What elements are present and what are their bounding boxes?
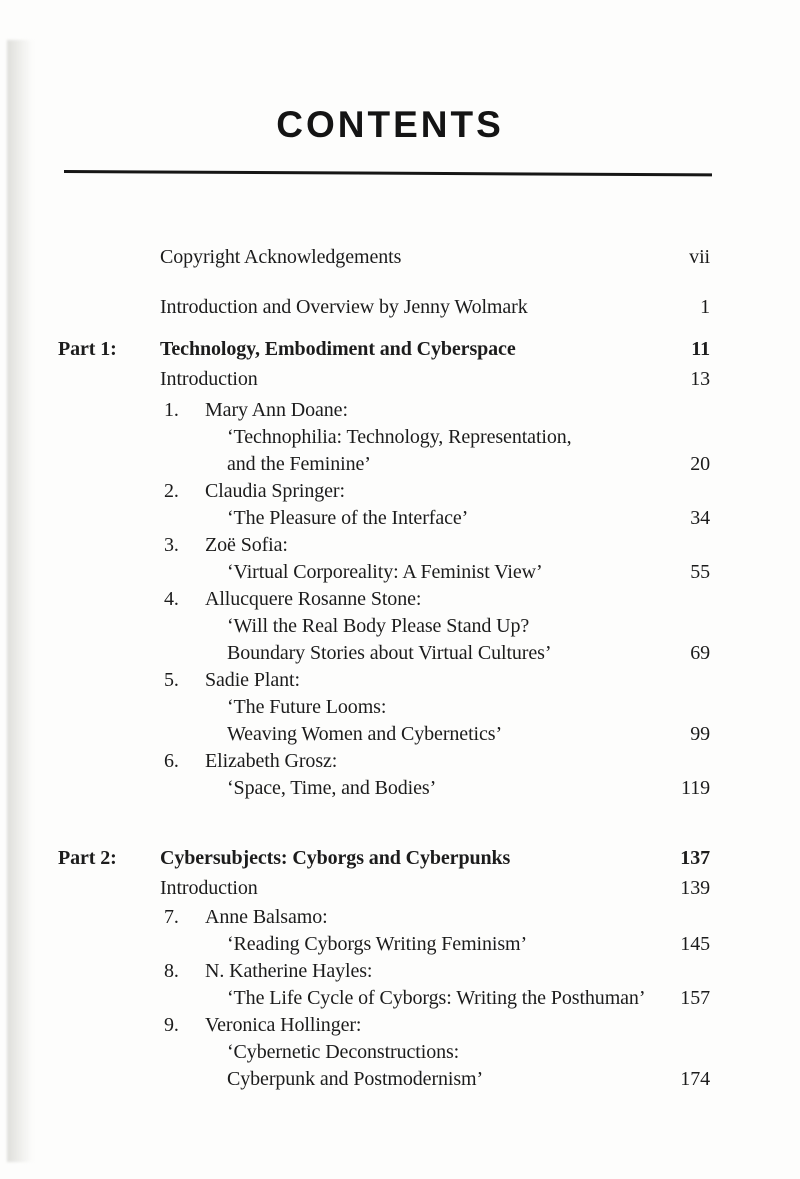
toc-entry-copyright — [58, 244, 710, 271]
chapter-entry-2 — [58, 478, 710, 532]
chapter-page-number: 20 — [690, 453, 710, 475]
chapter-page-number: 34 — [690, 507, 710, 529]
table-of-contents — [58, 244, 710, 1093]
chapter-entry-7 — [58, 904, 710, 958]
title-divider-rule — [64, 170, 712, 176]
chapter-page-number: 69 — [690, 642, 710, 664]
chapter-page-number: 119 — [681, 777, 710, 799]
chapter-title-line: Cyberpunk and Postmodernism’ — [227, 1068, 484, 1090]
chapter-author: Veronica Hollinger: — [205, 1014, 362, 1036]
chapter-title-line: ‘The Future Looms: — [227, 696, 387, 718]
part-2-title: Cybersubjects: Cyborgs and Cyberpunks — [160, 847, 511, 869]
chapter-number: 2. — [164, 480, 179, 502]
chapter-author: Anne Balsamo: — [205, 906, 328, 928]
entry-page-number: 139 — [680, 877, 710, 899]
chapter-entry-9 — [58, 1012, 710, 1093]
chapter-author: Mary Ann Doane: — [205, 399, 348, 421]
chapter-entry-3 — [58, 532, 710, 586]
chapter-title-line: ‘Reading Cyborgs Writing Feminism’ — [227, 933, 528, 955]
part-1-label: Part 1: — [58, 338, 117, 360]
chapter-number: 4. — [164, 588, 179, 610]
chapter-page-number: 174 — [680, 1068, 710, 1090]
chapter-title-line: ‘Space, Time, and Bodies’ — [227, 777, 437, 799]
entry-page-number: vii — [689, 246, 710, 268]
chapter-author: N. Katherine Hayles: — [205, 960, 373, 982]
chapter-author: Zoë Sofia: — [205, 534, 288, 556]
chapter-number: 9. — [164, 1014, 179, 1036]
part-1-chapter-list — [58, 397, 710, 802]
chapter-number: 6. — [164, 750, 179, 772]
part-2-chapter-list — [58, 904, 710, 1093]
chapter-number: 3. — [164, 534, 179, 556]
chapter-page-number: 145 — [680, 933, 710, 955]
chapter-title-line: Boundary Stories about Virtual Cultures’ — [227, 642, 552, 664]
entry-label: Copyright Acknowledgements — [160, 246, 402, 268]
chapter-number: 7. — [164, 906, 179, 928]
chapter-entry-5 — [58, 667, 710, 748]
chapter-title-line: Weaving Women and Cybernetics’ — [227, 723, 502, 745]
chapter-page-number: 55 — [690, 561, 710, 583]
chapter-entry-8 — [58, 958, 710, 1012]
part-1-heading-row — [58, 336, 710, 363]
part-2-introduction-row — [58, 875, 710, 902]
chapter-title-line: ‘The Pleasure of the Interface’ — [227, 507, 469, 529]
chapter-title-line: ‘Cybernetic Deconstructions: — [227, 1041, 460, 1063]
chapter-number: 8. — [164, 960, 179, 982]
chapter-number: 5. — [164, 669, 179, 691]
chapter-title-line: ‘Will the Real Body Please Stand Up? — [227, 615, 530, 637]
part-2-label: Part 2: — [58, 847, 117, 869]
entry-page-number: 13 — [690, 368, 710, 390]
chapter-title-line: ‘The Life Cycle of Cyborgs: Writing the Posthuman’ — [227, 987, 646, 1009]
part-2-page-number: 137 — [680, 847, 710, 869]
chapter-author: Allucquere Rosanne Stone: — [205, 588, 422, 610]
entry-label: Introduction — [160, 877, 258, 899]
chapter-page-number: 99 — [690, 723, 710, 745]
scan-gutter-shadow — [7, 40, 35, 1162]
part-2-heading-row — [58, 845, 710, 872]
entry-label: Introduction — [160, 368, 258, 390]
chapter-author: Claudia Springer: — [205, 480, 345, 502]
chapter-entry-4 — [58, 586, 710, 667]
chapter-title-line: and the Feminine’ — [227, 453, 371, 475]
chapter-title-line: ‘Virtual Corporeality: A Feminist View’ — [227, 561, 543, 583]
chapter-title-line: ‘Technophilia: Technology, Representation, — [227, 426, 572, 448]
toc-entry-introduction-overview — [58, 294, 710, 321]
part-1-introduction-row — [58, 366, 710, 393]
chapter-number: 1. — [164, 399, 179, 421]
part-1-page-number: 11 — [691, 338, 710, 360]
entry-page-number: 1 — [700, 296, 710, 318]
part-1-title: Technology, Embodiment and Cyberspace — [160, 338, 516, 360]
chapter-page-number: 157 — [680, 987, 710, 1009]
page-title: CONTENTS — [276, 104, 504, 145]
chapter-entry-1 — [58, 397, 710, 478]
entry-label: Introduction and Overview by Jenny Wolmark — [160, 296, 528, 318]
chapter-author: Elizabeth Grosz: — [205, 750, 338, 772]
chapter-author: Sadie Plant: — [205, 669, 300, 691]
chapter-entry-6 — [58, 748, 710, 802]
